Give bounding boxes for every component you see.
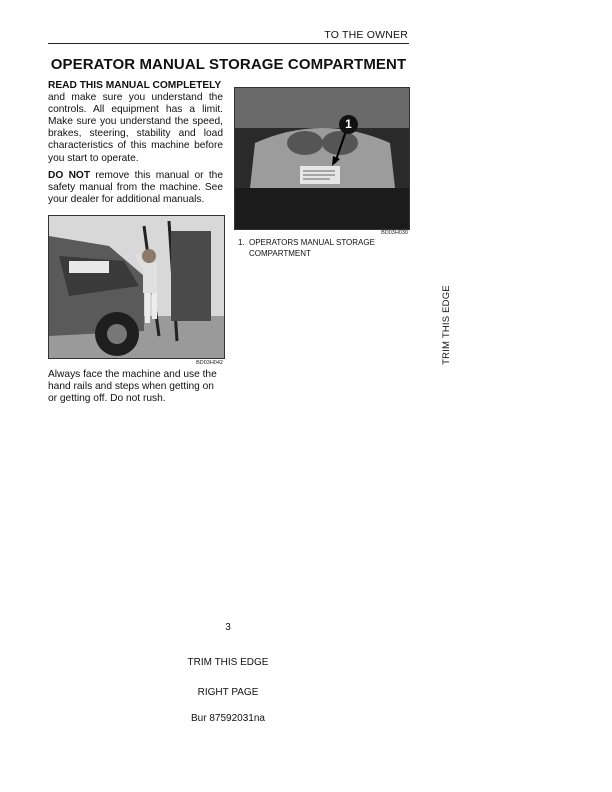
section-label: TO THE OWNER xyxy=(324,29,408,41)
callout-number-badge: 1 xyxy=(339,115,358,134)
paragraph-do-not-remove-lead: DO NOT xyxy=(48,170,91,181)
figure-code-right: BD03H030 xyxy=(381,230,408,236)
figure-code-left: BD03H042 xyxy=(196,360,223,366)
paragraph-always-face: Always face the machine and use the hand rails and steps when getting on or getting off. Do not rush. xyxy=(48,369,217,405)
header-rule xyxy=(48,43,409,44)
paragraph-read-manual xyxy=(48,80,223,165)
page-title: OPERATOR MANUAL STORAGE COMPARTMENT xyxy=(50,56,407,73)
photo-operator-climbing xyxy=(48,215,225,359)
paragraph-read-manual-lead: READ THIS MANUAL COMPLETELY xyxy=(48,80,222,91)
trim-edge-vertical: TRIM THIS EDGE xyxy=(441,285,452,365)
photo-manual-compartment-image xyxy=(235,88,409,229)
footer-right-page: RIGHT PAGE xyxy=(197,687,259,698)
paragraph-do-not-remove xyxy=(48,170,223,206)
paragraph-do-not-remove-body: remove this manual or the safety manual from the machine. See your dealer for additional manuals. xyxy=(48,170,223,206)
caption-text: OPERATORS MANUAL STORAGE COMPARTMENT xyxy=(249,238,375,258)
paragraph-read-manual-body: and make sure you understand the controls. All equipment has a limit. Make sure you understand the speed, brakes, steering, stability and load characteristics of this machine before you start to operate. xyxy=(48,92,223,164)
photo-manual-compartment xyxy=(234,87,410,230)
footer-trim-edge: TRIM THIS EDGE xyxy=(187,657,269,668)
page-number: 3 xyxy=(225,622,231,633)
photo-operator-climbing-image xyxy=(49,216,224,358)
footer-doc-code: Bur 87592031na xyxy=(191,713,265,724)
caption-number: 1. xyxy=(238,238,245,247)
